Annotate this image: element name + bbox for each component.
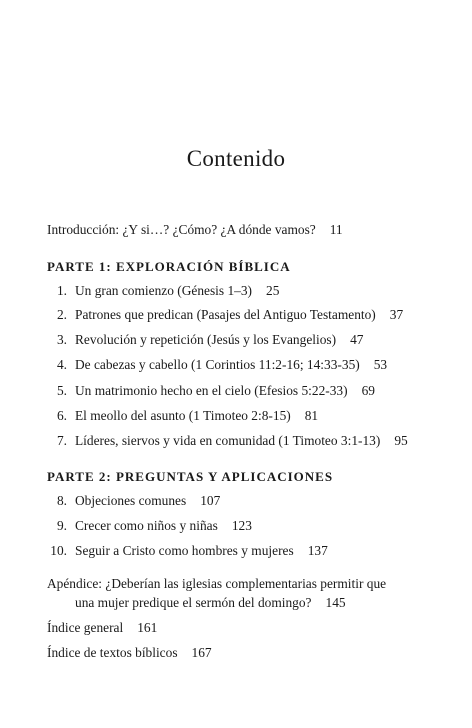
part-1-heading: PARTE 1: EXPLORACIÓN BÍBLICA	[47, 259, 291, 274]
page-number: 25	[266, 283, 280, 298]
chapter-number: 7.	[56, 433, 67, 448]
toc-entry-chapter-10[interactable]	[41, 543, 328, 559]
chapter-number: 4.	[56, 357, 67, 372]
page-number: 11	[329, 222, 343, 237]
toc-entry-chapter-1[interactable]	[47, 283, 279, 299]
chapter-number: 5.	[56, 383, 67, 398]
entry-title: Apéndice: ¿Deberían las iglesias complementarias permitir que	[47, 576, 387, 591]
entry-title: Índice general	[47, 620, 124, 635]
toc-entry-chapter-4[interactable]	[47, 357, 387, 373]
page-number: 145	[325, 595, 346, 610]
page-number: 107	[200, 493, 221, 508]
chapter-number: 1.	[56, 283, 67, 298]
chapter-number: 2.	[56, 307, 67, 322]
chapter-number: 8.	[56, 493, 67, 508]
toc-entry-appendix-line-1[interactable]	[47, 576, 386, 592]
toc-entry-intro[interactable]	[47, 222, 343, 238]
entry-title: Índice de textos bíblicos	[47, 645, 178, 660]
toc-entry-chapter-7[interactable]	[47, 433, 408, 449]
entry-title: De cabezas y cabello (1 Corintios 11:2-16; 14:33-35)	[75, 357, 360, 372]
page-number: 53	[373, 357, 388, 372]
toc-entry-chapter-5[interactable]	[47, 383, 375, 399]
entry-title: Patrones que predican (Pasajes del Antiguo Testamento)	[75, 307, 376, 322]
page-number: 137	[307, 543, 328, 558]
toc-entry-index-texts[interactable]	[47, 645, 212, 661]
page-number: 81	[304, 408, 319, 423]
entry-title: una mujer predique el sermón del domingo?	[75, 595, 312, 610]
chapter-number: 10.	[50, 543, 67, 558]
entry-title: Líderes, siervos y vida en comunidad (1 Timoteo 3:1-13)	[75, 433, 381, 448]
chapter-number: 9.	[56, 518, 67, 533]
page-title: Contenido	[186, 146, 286, 171]
entry-title: Introducción: ¿Y si…? ¿Cómo? ¿A dónde vamos?	[47, 222, 316, 237]
chapter-number: 3.	[56, 332, 67, 347]
toc-entry-chapter-9[interactable]	[47, 518, 252, 534]
toc-entry-chapter-3[interactable]	[47, 332, 363, 348]
toc-entry-chapter-8[interactable]	[47, 493, 220, 509]
toc-entry-index-general[interactable]	[47, 620, 157, 636]
entry-title: Revolución y repetición (Jesús y los Evangelios)	[75, 332, 337, 347]
toc-entry-appendix-line-2[interactable]	[75, 595, 346, 611]
page-number: 95	[394, 433, 408, 448]
entry-title: Objeciones comunes	[75, 493, 187, 508]
page-number: 37	[389, 307, 404, 322]
page-number: 161	[137, 620, 158, 635]
page-number: 69	[361, 383, 375, 398]
page-number: 123	[231, 518, 252, 533]
toc-entry-chapter-6[interactable]	[47, 408, 318, 424]
entry-title: Crecer como niños y niñas	[75, 518, 218, 533]
toc-entry-chapter-2[interactable]	[47, 307, 403, 323]
entry-title: Seguir a Cristo como hombres y mujeres	[75, 543, 294, 558]
entry-title: El meollo del asunto (1 Timoteo 2:8-15)	[75, 408, 291, 423]
chapter-number: 6.	[56, 408, 67, 423]
entry-title: Un matrimonio hecho en el cielo (Efesios 5:22-33)	[75, 383, 348, 398]
part-2-heading: PARTE 2: PREGUNTAS Y APLICACIONES	[47, 469, 334, 484]
page-number: 167	[191, 645, 212, 660]
page-number: 47	[350, 332, 364, 347]
entry-title: Un gran comienzo (Génesis 1–3)	[75, 283, 253, 298]
